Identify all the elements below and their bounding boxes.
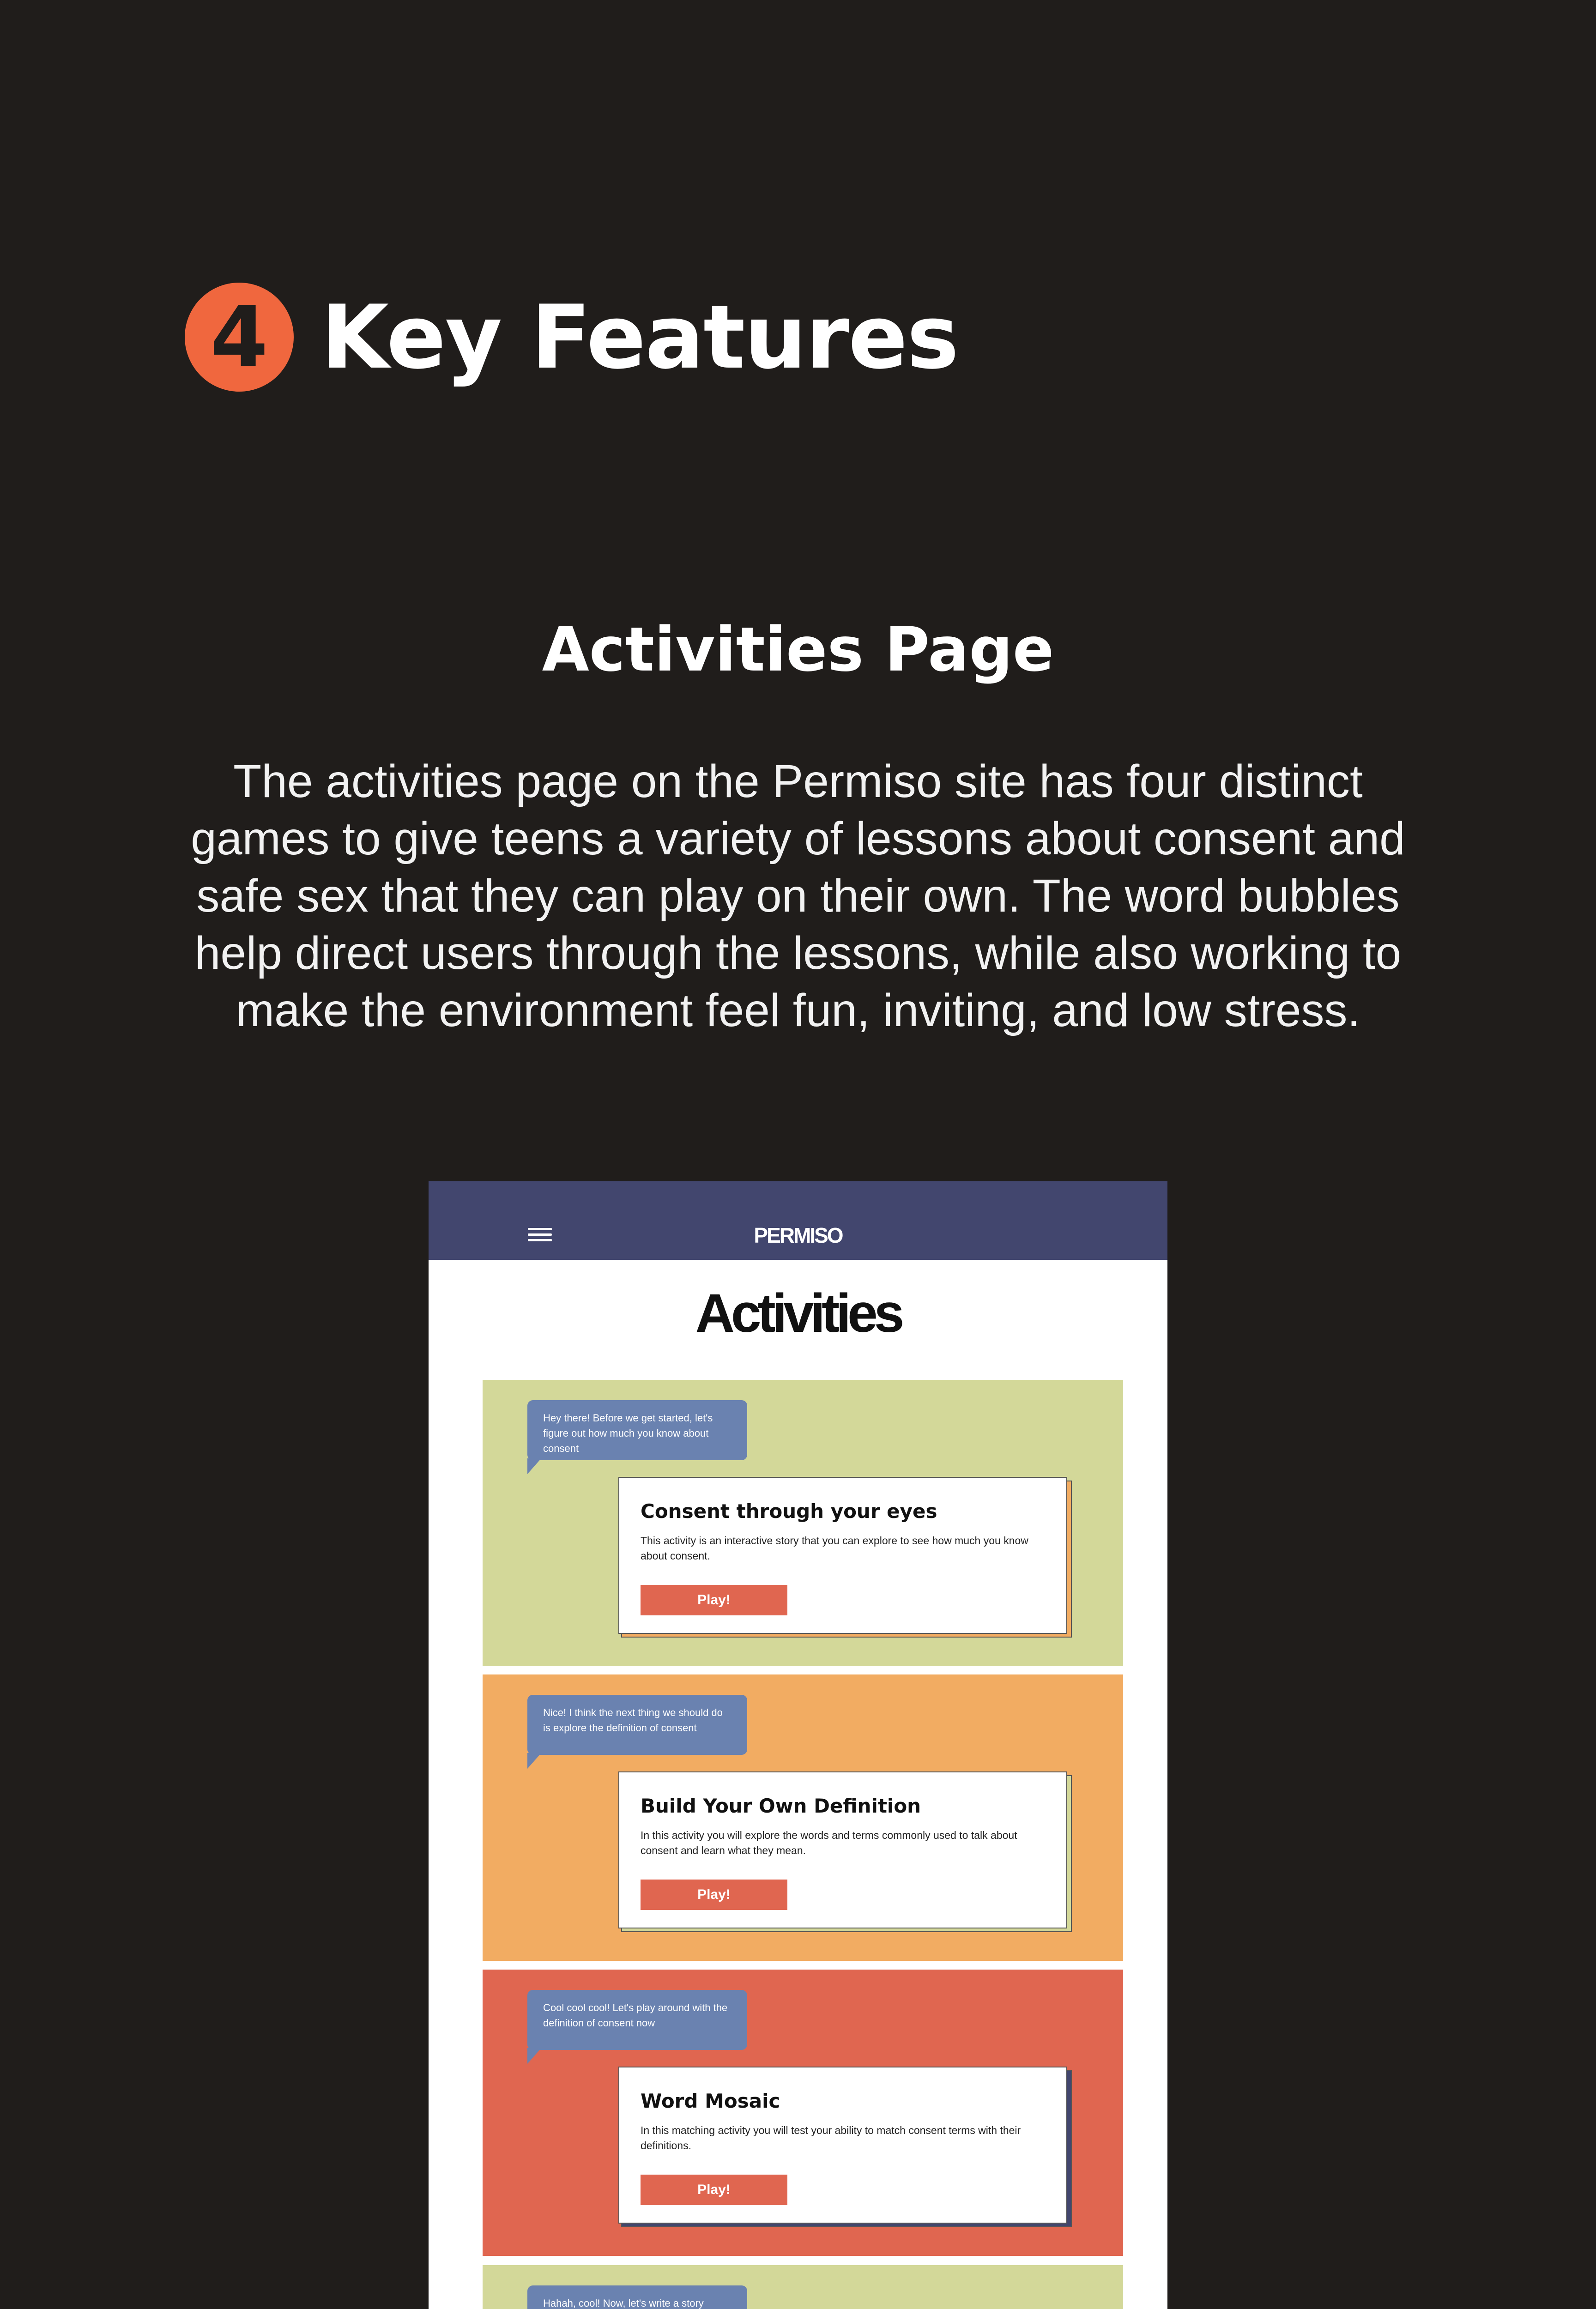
activities-page-title: Activities Page	[542, 614, 1054, 685]
activity-title: Build Your Own Definition	[641, 1795, 921, 1817]
activity-description: In this matching activity you will test your ability to match consent terms with their definitions.	[641, 2124, 1021, 2152]
activities-heading: Activities	[695, 1283, 901, 1344]
speech-bubble: Hahah, cool! Now, let's write a story	[527, 2285, 747, 2309]
speech-bubble: Nice! I think the next thing we should do is explore the definition of consent	[527, 1695, 747, 1755]
activity-panel-4	[483, 2265, 1123, 2309]
play-button[interactable]: Play!	[641, 1880, 787, 1910]
phone-mockup	[429, 1181, 1167, 2309]
activities-description: The activities page on the Permiso site has four distinct games to give teens a variety of lessons about consent and safe sex that they can play on their own. The word bubbles help direct users through the lessons, while also working to make the environment feel fun, inviting, and low stress.	[191, 756, 1405, 1036]
navbar	[429, 1181, 1167, 1260]
activity-title: Consent through your eyes	[641, 1500, 937, 1523]
activity-panel-1	[483, 1380, 1123, 1666]
activity-panel-2	[483, 1674, 1123, 1961]
activity-description: This activity is an interactive story that you can explore to see how much you know about consent.	[641, 1535, 1028, 1562]
section-number-badge: 4	[185, 283, 294, 392]
permiso-logo[interactable]: PERMISO	[754, 1223, 842, 1247]
activity-card	[618, 1771, 1067, 1928]
activity-description: In this activity you will explore the words and terms commonly used to talk about consent and learn what they mean.	[641, 1829, 1017, 1856]
speech-bubble: Hey there! Before we get started, let's figure out how much you know about consent	[527, 1400, 747, 1460]
activity-panel-3	[483, 1970, 1123, 2256]
activity-card	[618, 1477, 1067, 1634]
play-button[interactable]: Play!	[641, 2175, 787, 2205]
activity-card	[618, 2067, 1067, 2224]
play-button[interactable]: Play!	[641, 1585, 787, 1615]
speech-bubble: Cool cool cool! Let's play around with the definition of consent now	[527, 1990, 747, 2050]
key-features-heading: Key Features	[321, 286, 958, 388]
activity-title: Word Mosaic	[641, 2090, 780, 2112]
